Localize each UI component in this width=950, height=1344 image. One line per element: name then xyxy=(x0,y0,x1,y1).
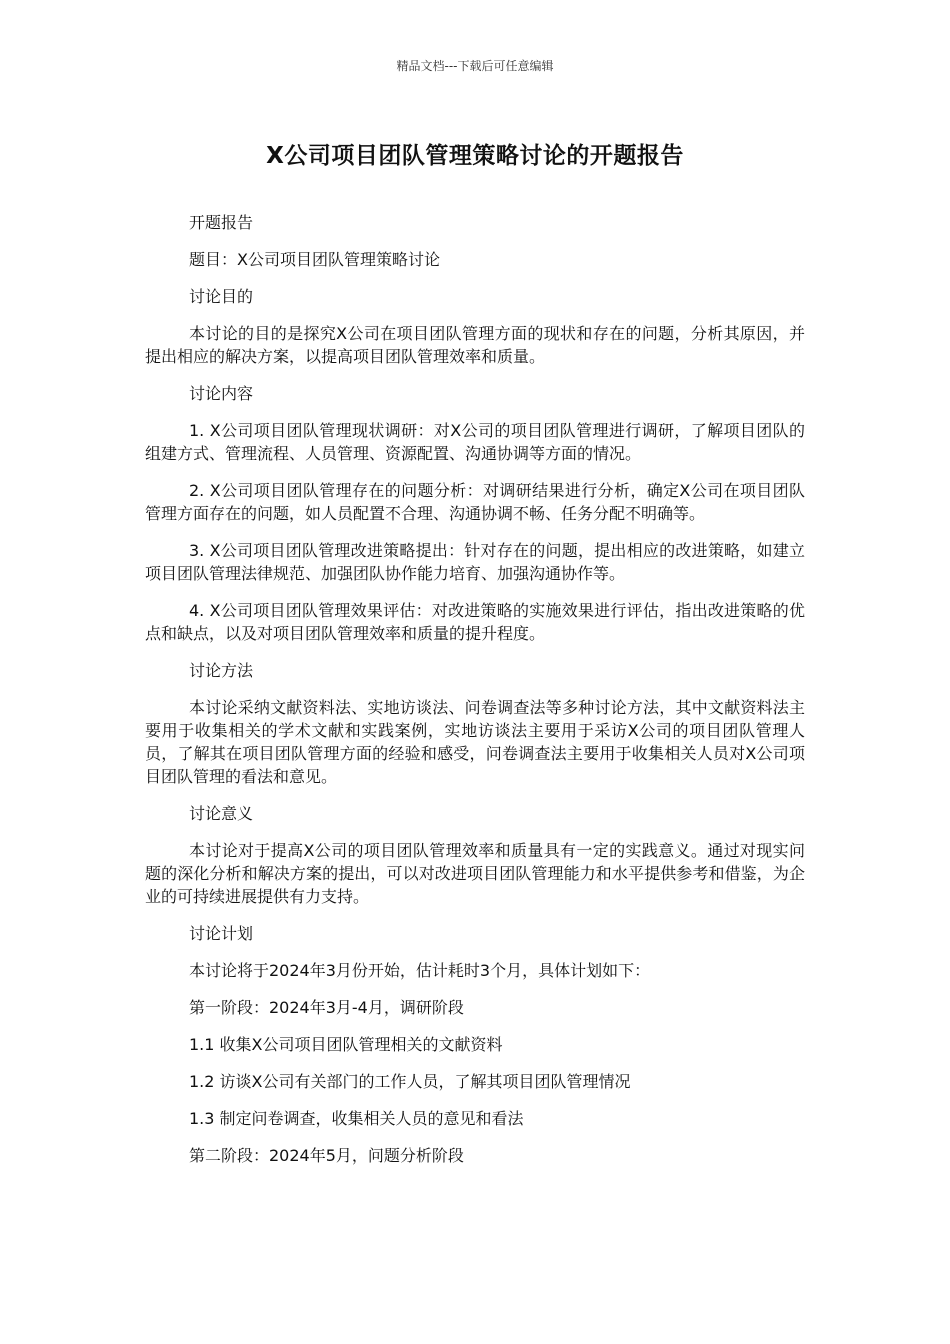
topic-line: 题目：X公司项目团队管理策略讨论 xyxy=(189,250,440,269)
purpose-paragraph: 本讨论的目的是探究X公司在项目团队管理方面的现状和存在的问题，分析其原因，并提出相应的解决方案，以提高项目团队管理效率和质量。 xyxy=(145,324,805,366)
plan-step-1-2: 1.2 访谈X公司有关部门的工作人员，了解其项目团队管理情况 xyxy=(189,1072,631,1091)
significance-paragraph: 本讨论对于提高X公司的项目团队管理效率和质量具有一定的实践意义。通过对现实问题的深化分析和解决方案的提出，可以对改进项目团队管理能力和水平提供参考和借鉴，为企业的可持续进展提供有力支持。 xyxy=(145,841,805,906)
plan-step-1-1: 1.1 收集X公司项目团队管理相关的文献资料 xyxy=(189,1035,503,1054)
header-note: 精品文档---下载后可任意编辑 xyxy=(396,59,554,73)
section-label-report: 开题报告 xyxy=(189,213,254,232)
section-heading-method: 讨论方法 xyxy=(189,661,254,680)
method-paragraph: 本讨论采纳文献资料法、实地访谈法、问卷调查法等多种讨论方法，其中文献资料法主要用于收集相关的学术文献和实践案例，实地访谈法主要用于采访X公司的项目团队管理人员，了解其在项目团队管理方面的经验和感受，问卷调查法主要用于收集相关人员对X公司项目团队管理的看法和意见。 xyxy=(145,698,805,786)
document-title: X公司项目团队管理策略讨论的开题报告 xyxy=(266,143,684,169)
content-item-1: 1. X公司项目团队管理现状调研：对X公司的项目团队管理进行调研，了解项目团队的组建方式、管理流程、人员管理、资源配置、沟通协调等方面的情况。 xyxy=(145,421,805,463)
plan-intro: 本讨论将于2024年3月份开始，估计耗时3个月，具体计划如下： xyxy=(189,961,651,980)
plan-phase-2: 第二阶段：2024年5月，问题分析阶段 xyxy=(189,1146,464,1165)
section-heading-plan: 讨论计划 xyxy=(189,924,254,943)
content-item-4: 4. X公司项目团队管理效果评估：对改进策略的实施效果进行评估，指出改进策略的优点和缺点，以及对项目团队管理效率和质量的提升程度。 xyxy=(145,601,805,643)
plan-step-1-3: 1.3 制定问卷调查，收集相关人员的意见和看法 xyxy=(189,1109,524,1128)
section-heading-purpose: 讨论目的 xyxy=(189,287,254,306)
document-body xyxy=(145,211,805,1181)
plan-phase-1: 第一阶段：2024年3月-4月，调研阶段 xyxy=(189,998,464,1017)
section-heading-significance: 讨论意义 xyxy=(189,804,254,823)
content-item-2: 2. X公司项目团队管理存在的问题分析：对调研结果进行分析，确定X公司在项目团队管理方面存在的问题，如人员配置不合理、沟通协调不畅、任务分配不明确等。 xyxy=(145,481,805,523)
content-item-3: 3. X公司项目团队管理改进策略提出：针对存在的问题，提出相应的改进策略，如建立项目团队管理法律规范、加强团队协作能力培育、加强沟通协作等。 xyxy=(145,541,805,583)
section-heading-content: 讨论内容 xyxy=(189,384,254,403)
